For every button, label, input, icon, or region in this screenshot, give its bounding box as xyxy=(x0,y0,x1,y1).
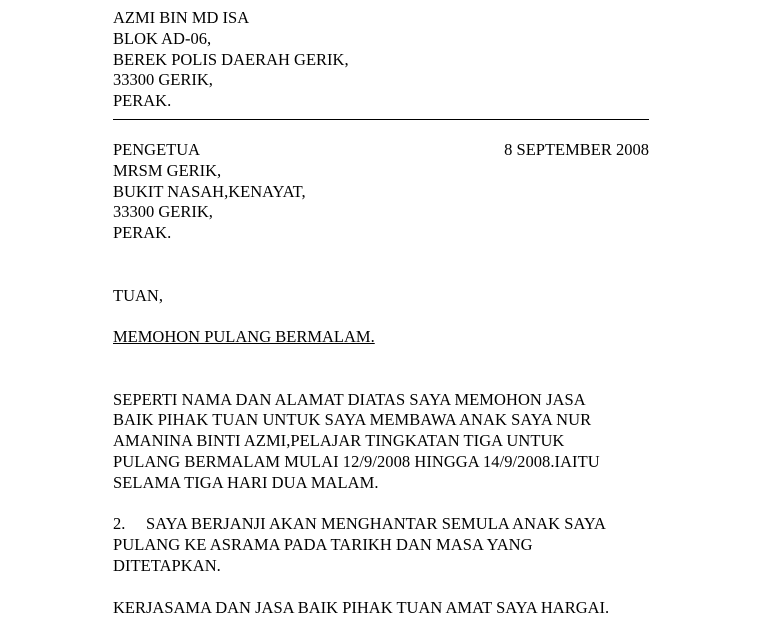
recipient-address xyxy=(113,140,653,244)
paragraph-line: AMANINA BINTI AZMI,PELAJAR TINGKATAN TIGA UNTUK xyxy=(113,431,565,451)
paragraph-line: SELAMA TIGA HARI DUA MALAM. xyxy=(113,472,379,492)
paragraph-line xyxy=(113,514,653,535)
paragraph-number: 2. xyxy=(113,514,126,534)
paragraph-1 xyxy=(113,390,653,494)
paragraph-line: SEPERTI NAMA DAN ALAMAT DIATAS SAYA MEMOHON JASA xyxy=(113,389,586,409)
recipient-address-line: 33300 GERIK, xyxy=(113,202,213,222)
closing-line: KERJASAMA DAN JASA BAIK PIHAK TUAN AMAT SAYA HARGAI. xyxy=(113,597,610,617)
paragraph-line: DITETAPKAN. xyxy=(113,555,221,575)
sender-name: AZMI BIN MD ISA xyxy=(113,8,250,27)
recipient-address-line: BUKIT NASAH,KENAYAT, xyxy=(113,181,306,201)
sender-address-line: BEREK POLIS DAERAH GERIK, xyxy=(113,49,349,69)
subject-line: MEMOHON PULANG BERMALAM. xyxy=(113,327,375,347)
letter-page xyxy=(113,8,653,618)
sender-address-line: BLOK AD-06, xyxy=(113,28,212,48)
letter-date: 8 SEPTEMBER 2008 xyxy=(504,139,649,159)
header-divider xyxy=(113,119,649,120)
sender-address xyxy=(113,8,653,112)
sender-address-line: 33300 GERIK, xyxy=(113,70,213,90)
recipient-title-row xyxy=(113,140,649,161)
recipient-address-line: PERAK. xyxy=(113,223,172,243)
paragraph-line: PULANG BERMALAM MULAI 12/9/2008 HINGGA 14/9/2008.IAITU xyxy=(113,451,600,471)
paragraph-first-line: SAYA BERJANJI AKAN MENGHANTAR SEMULA ANAK SAYA xyxy=(146,514,606,534)
paragraph-line: PULANG KE ASRAMA PADA TARIKH DAN MASA YANG xyxy=(113,535,533,555)
paragraph-line: BAIK PIHAK TUAN UNTUK SAYA MEMBAWA ANAK SAYA NUR xyxy=(113,410,592,430)
sender-address-line: PERAK. xyxy=(113,91,172,111)
recipient-title: PENGETUA xyxy=(113,139,201,159)
recipient-address-line: MRSM GERIK, xyxy=(113,160,222,180)
salutation: TUAN, xyxy=(113,285,163,305)
paragraph-2 xyxy=(113,514,653,576)
